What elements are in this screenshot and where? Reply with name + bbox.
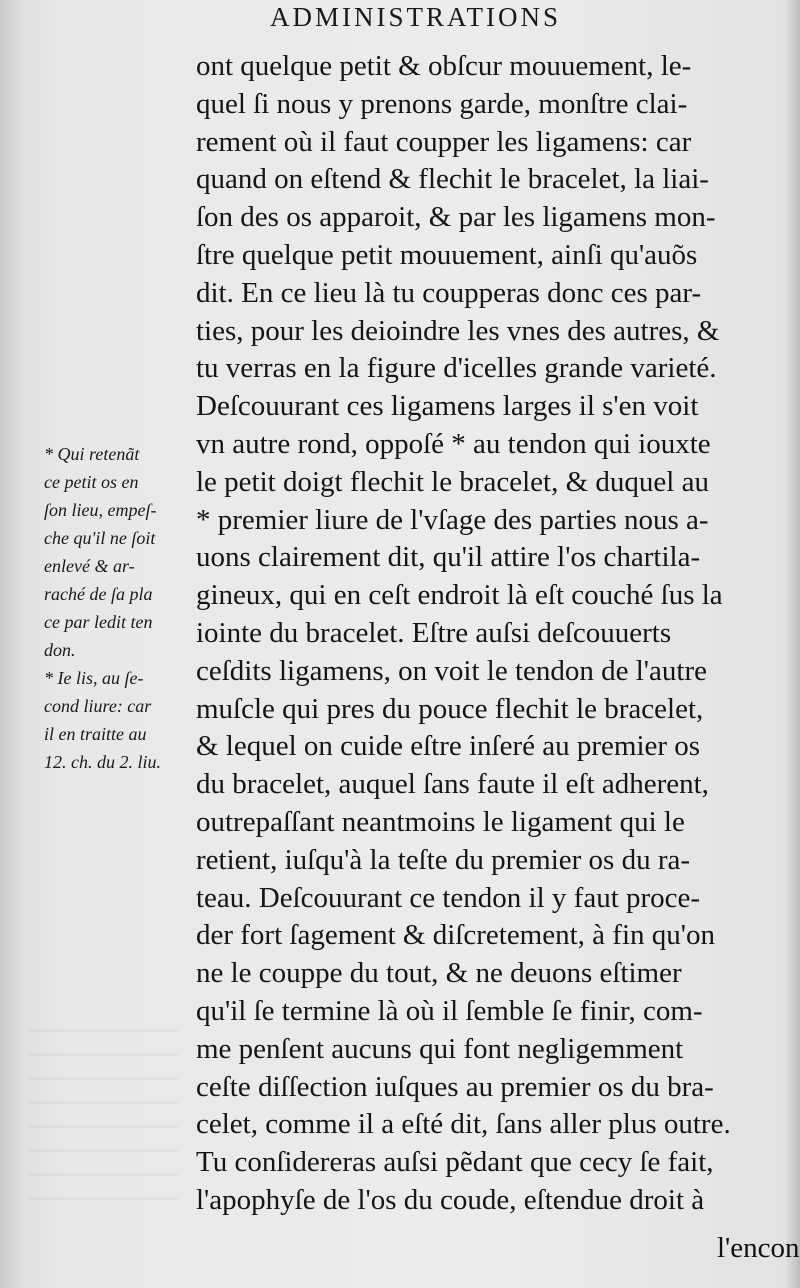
margin-note-line: * Ie lis, au ſe- bbox=[44, 668, 144, 688]
margin-note-line: cond liure: car bbox=[44, 696, 152, 716]
text-line: muſcle qui pres du pouce flechit le bracelet, bbox=[196, 692, 704, 725]
margin-note-line: enlevé & ar- bbox=[44, 556, 135, 576]
text-line: ceſte diſſection iuſques au premier os du bra- bbox=[196, 1070, 714, 1103]
text-line: dit. En ce lieu là tu coupperas donc ces par- bbox=[196, 276, 702, 309]
text-line: ceſdits ligamens, on voit le tendon de l'autre bbox=[196, 654, 707, 687]
text-line: tu verras en la figure d'icelles grande varieté. bbox=[196, 352, 717, 385]
margin-note-line: ce petit os en bbox=[44, 472, 139, 492]
text-line: l'apophyſe de l'os du coude, eſtendue droit à bbox=[196, 1183, 705, 1216]
margin-note-line: il en traitte au bbox=[44, 724, 147, 744]
margin-note-line: raché de ſa pla bbox=[44, 584, 153, 604]
text-line: ties, pour les deioindre les vnes des autres, & bbox=[196, 314, 720, 347]
text-line: gineux, qui en ceſt endroit là eſt couché ſus la bbox=[196, 579, 723, 612]
text-line: retient, iuſqu'à la teſte du premier os du ra- bbox=[196, 843, 691, 876]
text-line: celet, comme il a eſté dit, ſans aller plus outre. bbox=[196, 1108, 731, 1141]
main-text-block bbox=[196, 48, 800, 1220]
text-line: der fort ſagement & diſcretement, à fin qu'on bbox=[196, 919, 715, 952]
running-head: ADMINISTRATIONS bbox=[270, 2, 562, 32]
marginal-notes bbox=[44, 440, 192, 776]
margin-note-line: ſon lieu, empeſ- bbox=[44, 500, 157, 520]
margin-note-line: 12. ch. du 2. liu. bbox=[44, 752, 161, 772]
bleed-through-text bbox=[28, 1010, 178, 1200]
text-line: iointe du bracelet. Eſtre auſsi deſcouuerts bbox=[196, 616, 672, 649]
text-line: du bracelet, auquel ſans faute il eſt adherent, bbox=[196, 768, 709, 801]
margin-note-line: don. bbox=[44, 640, 76, 660]
text-line: ne le couppe du tout, & ne deuons eſtimer bbox=[196, 957, 682, 990]
text-line: qu'il ſe termine là où il ſemble ſe finir, com- bbox=[196, 994, 703, 1027]
text-line: le petit doigt flechit le bracelet, & duquel au bbox=[196, 465, 709, 498]
text-line: Tu conſidereras auſsi pẽdant que cecy ſe fait, bbox=[196, 1146, 714, 1179]
margin-note-line: ce par ledit ten bbox=[44, 612, 153, 632]
text-line: uons clairement dit, qu'il attire l'os chartila- bbox=[196, 541, 701, 574]
text-line: ſtre quelque petit mouuement, ainſi qu'auõs bbox=[196, 238, 698, 271]
text-line: me penſent aucuns qui font negligemment bbox=[196, 1032, 684, 1065]
text-line: ont quelque petit & obſcur mouuement, le- bbox=[196, 50, 692, 82]
text-line: Deſcouurant ces ligamens larges il s'en voit bbox=[196, 390, 699, 423]
margin-note-line: che qu'il ne ſoit bbox=[44, 528, 156, 548]
page-gutter bbox=[0, 0, 22, 1288]
text-line: ſon des os apparoit, & par les ligamens mon- bbox=[196, 201, 716, 234]
text-line: & lequel on cuide eſtre inſeré au premier os bbox=[196, 730, 701, 763]
text-line: teau. Deſcouurant ce tendon il y faut proce- bbox=[196, 881, 701, 914]
text-line: quand on eſtend & flechit le bracelet, la liai- bbox=[196, 163, 709, 196]
text-line: vn autre rond, oppoſé * au tendon qui iouxte bbox=[196, 427, 711, 460]
text-line: rement où il faut coupper les ligamens: car bbox=[196, 125, 692, 158]
catchword: l'encon bbox=[717, 1232, 800, 1264]
text-line: * premier liure de l'vſage des parties nous a- bbox=[196, 503, 709, 536]
margin-note-line: * Qui retenãt bbox=[44, 444, 140, 464]
text-line: outrepaſſant neantmoins le ligament qui le bbox=[196, 805, 685, 838]
text-line: quel ſi nous y prenons garde, monſtre clai- bbox=[196, 87, 688, 120]
